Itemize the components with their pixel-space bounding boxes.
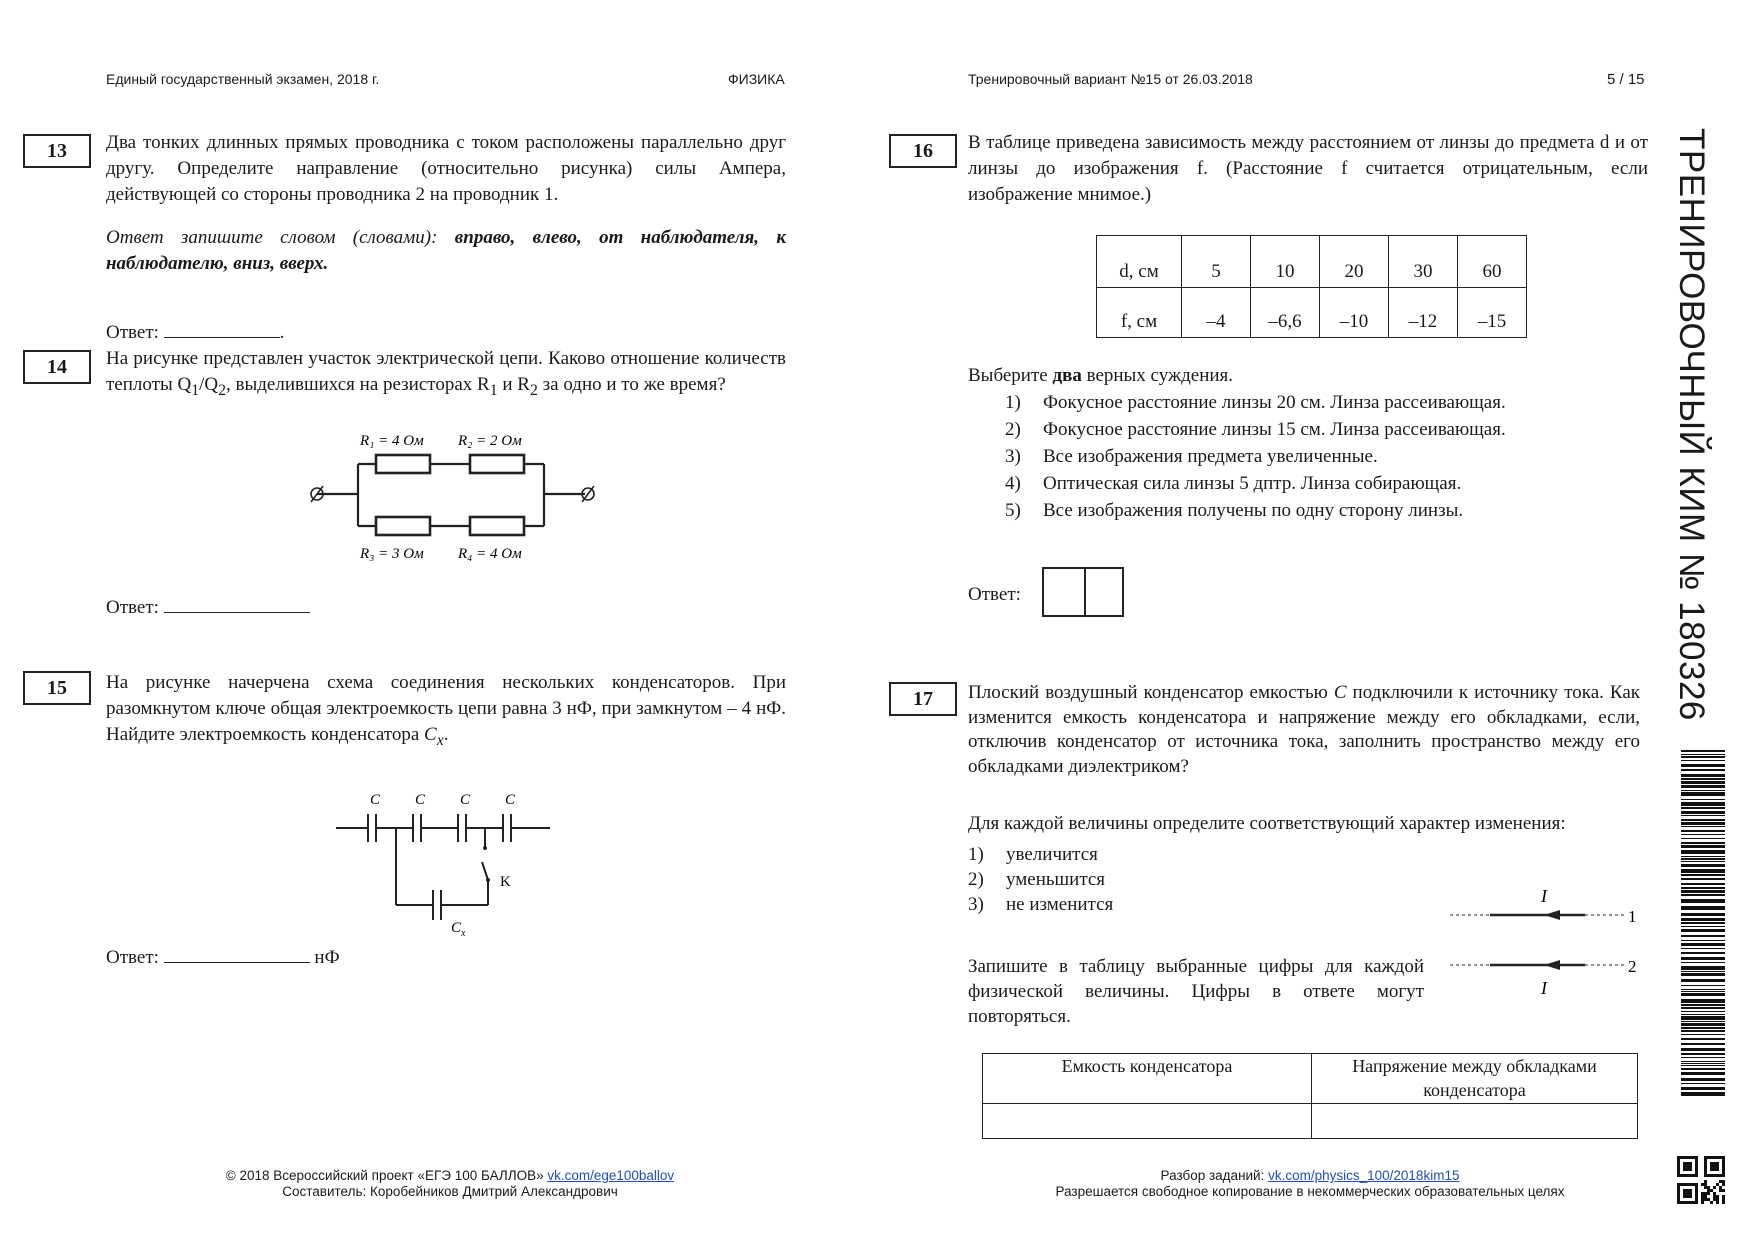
table-cell: –15 [1458, 288, 1527, 338]
answer-boxes [1042, 567, 1124, 617]
answer-box-2[interactable] [1086, 569, 1124, 615]
table-cell: –6,6 [1251, 288, 1320, 338]
lens-data-table [1096, 235, 1527, 338]
cx-label: C [451, 920, 462, 936]
option-text: не изменится [1006, 894, 1114, 915]
q17-answer-table [982, 1053, 1638, 1139]
wire-currents-figure [1440, 880, 1650, 1000]
table-cell: 20 [1320, 236, 1389, 288]
choose-suffix: верных суждения. [1081, 365, 1234, 386]
footer-copyright [150, 1168, 750, 1184]
list-item [1005, 443, 1506, 470]
side-variant-label-container [1663, 128, 1743, 728]
option-text: уменьшится [1006, 869, 1106, 890]
cap-label: C [370, 792, 381, 808]
question-17-instruction: Для каждой величины определите соответствующий характер изменения: [968, 813, 1566, 834]
answer-line[interactable] [164, 944, 310, 963]
q14-sub: 2 [218, 381, 227, 399]
answer-line[interactable] [164, 319, 280, 338]
table-row [1097, 236, 1527, 288]
q14-text-e: за одно и то же время? [537, 374, 726, 395]
question-15-number: 15 [23, 671, 91, 705]
question-13-number: 13 [23, 134, 91, 168]
resistor-label-r4: R₄ = 4 Ом [458, 546, 522, 562]
current-label: I [1541, 886, 1547, 906]
question-15-answer [106, 944, 340, 971]
column-header-capacitance: Емкость конденсатора [983, 1054, 1312, 1104]
resistor-label-r2: R₂ = 2 Ом [458, 433, 522, 449]
resistor-circuit-diagram [300, 422, 610, 567]
option-number: 4) [1005, 473, 1021, 494]
table-cell: 10 [1251, 236, 1320, 288]
table-row [983, 1104, 1638, 1139]
table-cell: 5 [1182, 236, 1251, 288]
footer-link-ege100[interactable]: vk.com/ege100ballov [547, 1168, 675, 1183]
answer-label: Ответ: [106, 597, 159, 618]
question-16-choose [968, 363, 1233, 389]
row-label-d: d, см [1097, 236, 1182, 288]
option-number: 3) [968, 894, 984, 915]
list-item [1005, 416, 1506, 443]
side-variant-label: ТРЕНИРОВОЧНЫЙ КИМ № 180326 [1672, 128, 1711, 721]
q14-text-d: и R [497, 374, 530, 395]
answer-unit: нФ [314, 947, 340, 968]
header-variant: Тренировочный вариант №15 от 26.03.2018 [968, 71, 1253, 87]
q14-text-c: , выделившихся на резисторах R [226, 374, 490, 395]
q14-text-a: На рисунке представлен участок электрической цепи. Каково отношение количеств теплоты Q [106, 348, 786, 395]
table-cell: 30 [1389, 236, 1458, 288]
q14-sub: 1 [191, 381, 200, 399]
option-number: 3) [1005, 446, 1021, 467]
option-number: 1) [968, 844, 984, 865]
answer-line[interactable] [164, 594, 310, 613]
question-13-text: Два тонких длинных прямых проводника с током расположены параллельно друг другу. Определите направление (относительно рисунка) силы Ампера, действующей со стороны проводника 2 на проводник 1. [106, 132, 786, 205]
row-label-f: f, см [1097, 288, 1182, 338]
option-text: Оптическая сила линзы 5 дптр. Линза собирающая. [1043, 473, 1462, 494]
question-13-instruction [106, 225, 786, 277]
cx-sub: x [436, 731, 444, 749]
q17-text-a: Плоский воздушный конденсатор емкостью [968, 682, 1334, 703]
q17-symbol-c: C [1333, 682, 1347, 703]
option-text: Все изображения получены по одну сторону линзы. [1043, 500, 1464, 521]
footer-copy-note: Разрешается свободное копирование в некоммерческих образовательных целях [1055, 1184, 1565, 1199]
answer-box-1[interactable] [1044, 569, 1086, 615]
list-item [968, 867, 1113, 892]
option-text: Фокусное расстояние линзы 15 см. Линза рассеивающая. [1043, 419, 1506, 440]
table-row [983, 1054, 1638, 1104]
analysis-label: Разбор заданий: [1160, 1168, 1269, 1183]
table-cell: 60 [1458, 236, 1527, 288]
capacitor-circuit-diagram [330, 780, 560, 940]
header-page-number: 5 / 15 [1607, 71, 1645, 88]
answer-cell-voltage[interactable] [1312, 1104, 1638, 1139]
question-16-options [1005, 389, 1506, 524]
question-14-number: 14 [23, 350, 91, 384]
footer-right [1000, 1168, 1620, 1200]
list-item [968, 842, 1113, 867]
question-16-number: 16 [889, 134, 957, 168]
header-exam-title: Единый государственный экзамен, 2018 г. [106, 71, 380, 87]
current-label: I [1541, 978, 1547, 998]
list-item [1005, 389, 1506, 416]
q15-text: На рисунке начерчена схема соединения нескольких конденсаторов. При разомкнутом ключе общая электроемкость цепи равна 3 нФ, при замкнутом – 4 нФ. Найдите электроемкость конденсатора [106, 672, 786, 745]
key-label: K [500, 874, 511, 890]
wire-label-1: 1 [1628, 907, 1637, 926]
table-cell: –4 [1182, 288, 1251, 338]
question-17-text [968, 681, 1640, 779]
list-item [968, 892, 1113, 917]
list-item [1005, 497, 1506, 524]
table-row [1097, 288, 1527, 338]
choose-bold: два [1052, 365, 1082, 386]
wire-label-2: 2 [1628, 957, 1637, 976]
question-17-options [968, 842, 1113, 917]
option-number: 2) [1005, 419, 1021, 440]
question-15-text: На рисунке начерчена схема соединения нескольких конденсаторов. При разомкнутом ключе общая электроемкость цепи равна 3 нФ, при замкнутом – 4 нФ. Найдите электроемкость конденсатора $C_x$. [106, 672, 786, 749]
table-cell: –12 [1389, 288, 1458, 338]
option-text: Все изображения предмета увеличенные. [1043, 446, 1378, 467]
question-16-text: В таблице приведена зависимость между расстоянием от линзы до предмета d и от линзы до изображения f. (Расстояние f считается отрицательным, если изображение мнимое.) [968, 132, 1648, 205]
question-14-answer [106, 594, 310, 621]
list-item [1005, 470, 1506, 497]
option-text: увеличится [1006, 844, 1098, 865]
answer-label: Ответ: [106, 322, 159, 343]
q14-sub: 2 [529, 381, 538, 399]
instruction-options: вправо, влево, от наблюдателя, к наблюдателю, вниз, вверх. [106, 227, 786, 274]
cx-symbol: C [424, 724, 437, 745]
answer-label: Ответ: [106, 947, 159, 968]
resistor-label-r3: R₃ = 3 Ом [360, 546, 424, 562]
cx-label-sub: x [461, 928, 466, 939]
header-subject: ФИЗИКА [728, 71, 785, 87]
q17-text-b: подключили к источнику тока. Как изменится емкость конденсатора и напряжение между его обкладками, если, отключив конденсатор от источника тока, заполнить пространство между его обкладками диэлектриком? [968, 682, 1640, 777]
question-16-answer-label: Ответ: [968, 584, 1021, 605]
resistor-label-r1: R₁ = 4 Ом [360, 433, 424, 449]
option-number: 5) [1005, 500, 1021, 521]
answer-cell-capacitance[interactable] [983, 1104, 1312, 1139]
question-14-text [106, 346, 786, 404]
cap-label: C [415, 792, 426, 808]
footer-link-analysis[interactable]: vk.com/physics_100/2018kim15 [1268, 1168, 1460, 1183]
question-13-answer: Ответ: . [106, 319, 284, 346]
footer-left [150, 1168, 750, 1200]
choose-prefix: Выберите [968, 365, 1053, 386]
option-text: Фокусное расстояние линзы 20 см. Линза рассеивающая. [1043, 392, 1506, 413]
q14-sub: 1 [489, 381, 498, 399]
cap-label: C [505, 792, 516, 808]
qr-code [1677, 1156, 1725, 1204]
barcode [1681, 750, 1725, 1100]
option-number: 2) [968, 869, 984, 890]
question-17-record-instruction: Запишите в таблицу выбранные цифры для каждой физической величины. Цифры в ответе могут повторяться. [968, 956, 1424, 1027]
column-header-voltage: Напряжение между обкладками конденсатора [1312, 1054, 1638, 1104]
copyright-text: © 2018 Всероссийский проект «ЕГЭ 100 БАЛЛОВ» [225, 1168, 548, 1183]
question-17-number: 17 [889, 682, 957, 716]
q14-text-b: /Q [199, 374, 219, 395]
footer-author: Составитель: Коробейников Дмитрий Александрович [282, 1184, 618, 1199]
cap-label: C [460, 792, 471, 808]
option-number: 1) [1005, 392, 1021, 413]
instruction-prefix: Ответ запишите словом (словами): [106, 227, 438, 248]
table-cell: –10 [1320, 288, 1389, 338]
footer-analysis [1000, 1168, 1620, 1184]
